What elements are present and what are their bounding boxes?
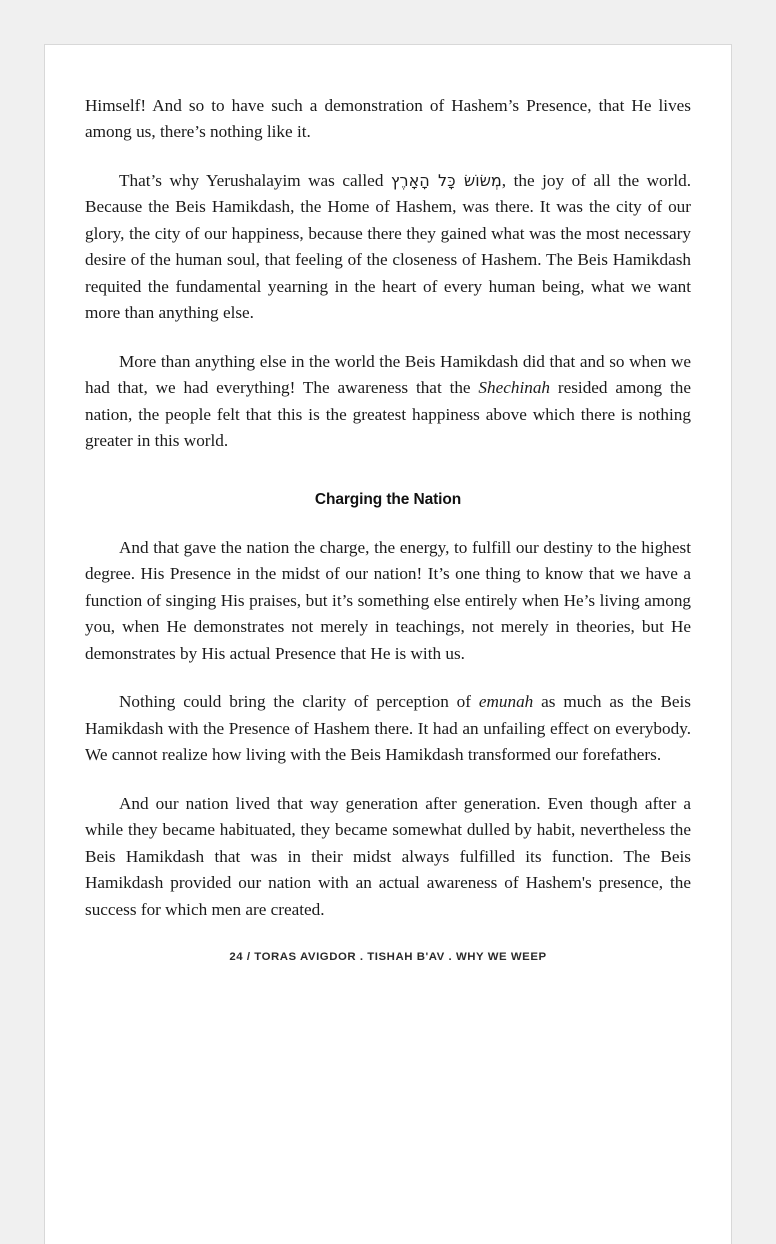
paragraph: And that gave the nation the charge, the energy, to fulfill our destiny to the highest degree. His Presence in the midst of our nation! It’s one thing to know that we have a function of singing His praises, but it’s something else entirely when He’s living among you, when He demonstrates not merely in teachings, not merely in theories, but He demonstrates by His actual Presence that He is with us.: [85, 537, 691, 663]
section-heading: Charging the Nation: [314, 490, 462, 508]
hebrew-phrase: מְשׂוֹשׂ כָּל הָאָרֶץ: [390, 170, 502, 190]
italic-term: Shechinah: [478, 378, 551, 398]
body-text-block-upper: [85, 93, 691, 455]
page-content: [45, 45, 731, 963]
page-footer: 24 / TORAS AVIGDOR . TISHAH B'AV . WHY WE WEEP: [229, 951, 547, 964]
paragraph: More than anything else in the world the Beis Hamikdash did that and so when we had that, we had everything! The awareness that the Shechinah resided among the nation, the people felt that this is the greatest happiness above which there is nothing greater in this world.: [85, 351, 691, 451]
paragraph: And our nation lived that way generation after generation. Even though after a while they became habituated, they became somewhat dulled by habit, nevertheless the Beis Hamikdash that was in their midst always fulfilled its function. The Beis Hamikdash provided our nation with an actual awareness of Hashem's presence, the success for which men are created.: [85, 793, 691, 919]
document-page: [44, 44, 732, 1244]
italic-term: emunah: [478, 692, 534, 712]
paragraph: That’s why Yerushalayim was called מְשׂוֹשׂ כָּל הָאָרֶץ, the joy of all the world. Because the Beis Hamikdash, the Home of Hashem, was there. It was the city of our glory, the city of our happiness, because there they gained what was the most necessary desire of the human soul, that feeling of the closeness of Hashem. The Beis Hamikdash requited the fundamental yearning in the heart of every human being, what we want more than anything else.: [85, 170, 692, 323]
body-text-block-lower: [85, 535, 691, 923]
paragraph: Himself! And so to have such a demonstration of Hashem’s Presence, that He lives among us, there’s nothing like it.: [85, 96, 691, 142]
paragraph: Nothing could bring the clarity of perception of emunah as much as the Beis Hamikdash with the Presence of Hashem there. It had an unfailing effect on everybody. We cannot realize how living with the Beis Hamikdash transformed our forefathers.: [85, 692, 691, 765]
